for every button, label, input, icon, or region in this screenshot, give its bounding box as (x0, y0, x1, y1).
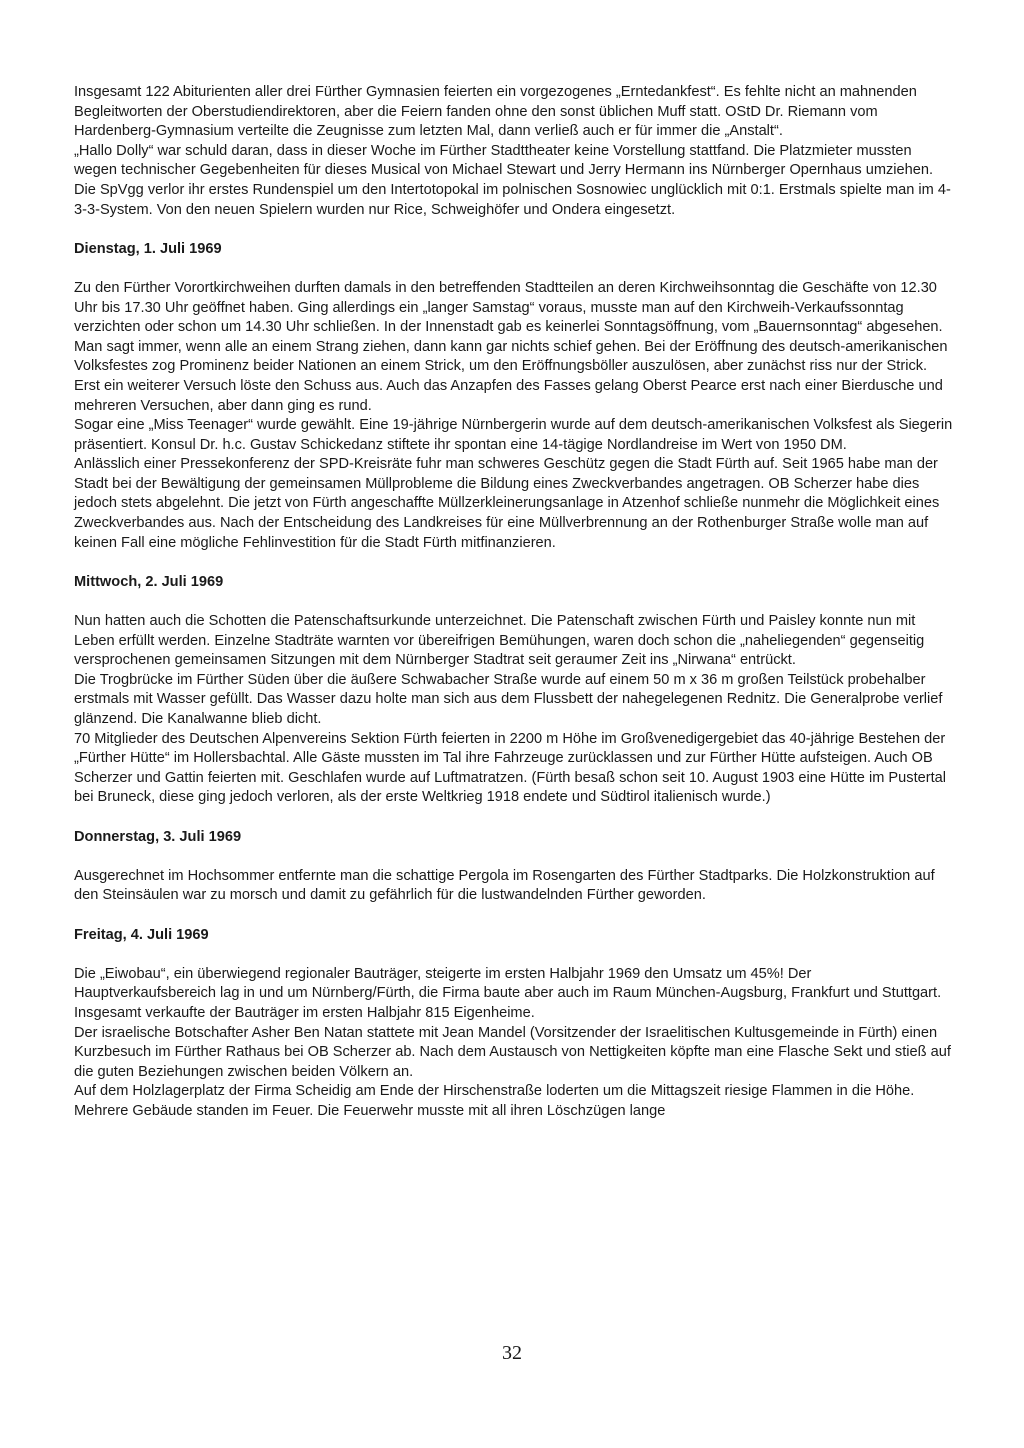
page-number: 32 (502, 1342, 522, 1364)
paragraph-trogbruecke: Die Trogbrücke im Fürther Süden über die äußere Schwabacher Straße wurde auf einem 50 m x 36 m großen Teilstück probehalber erstmals mit Wasser gefüllt. Das Wasser dazu holte man sich aus dem Flussbett der nahegelegenen Rednitz. Die Generalprobe verlief glänzend. Die Kanalwanne blieb dicht. (74, 671, 943, 727)
section-heading-freitag: Freitag, 4. Juli 1969 (74, 926, 209, 943)
section-heading-donnerstag: Donnerstag, 3. Juli 1969 (74, 828, 242, 845)
spacer (74, 553, 954, 573)
paragraph-alpenverein: 70 Mitglieder des Deutschen Alpenvereins Sektion Fürth feierten in 2200 m Höhe im Großvenedigergebiet das 40-jährige Bestehen der „Fürther Hütte“ im Hollersbachtal. Alle Gäste mussten im Tal ihre Fahrzeuge zurücklassen und zur Fürther Hütte aufsteigen. Auch OB Scherzer und Gattin feierten mit. Geschlafen wurde auf Luftmatratzen. (Fürth besaß schon seit 10. August 1903 eine Hütte im Pustertal bei Bruneck, diese ging jedoch verloren, als der erste Weltkrieg 1918 endete und Südtirol italienisch wurde.) (74, 730, 947, 806)
spacer (74, 847, 954, 867)
paragraph-miss-teenager: Sogar eine „Miss Teenager“ wurde gewählt. Eine 19-jährige Nürnbergerin wurde auf dem deutsch-amerikanischen Volksfest als Siegerin präsentiert. Konsul Dr. h.c. Gustav Schickedanz stiftete ihr spontan eine 14-tägige Nordlandreise im Wert von 1950 DM. (74, 417, 953, 453)
spacer (74, 259, 954, 279)
section-heading-dienstag: Dienstag, 1. Juli 1969 (74, 240, 222, 257)
document-body (74, 83, 954, 1121)
paragraph-hallo-dolly: „Hallo Dolly“ war schuld daran, dass in dieser Woche im Fürther Stadttheater keine Vorstellung stattfand. Die Platzmieter mussten wegen technischer Gegebenheiten für dieses Musical von Michael Stewart und Jerry Hermann ins Nürnberger Opernhaus umziehen. (74, 142, 934, 179)
paragraph-patenschaft: Nun hatten auch die Schotten die Patenschaftsurkunde unterzeichnet. Die Patenschaft zwischen Fürth und Paisley konnte nun mit Leben erfüllt werden. Einzelne Stadträte warnten vor übereifrigen Bemühungen, waren doch schon die „naheliegenden“ gegenseitig versprochenen gemeinsamen Sitzungen mit dem Nürnberger Stadtrat seit geraumer Zeit ins „Nirwana“ entrückt. (74, 613, 925, 669)
spacer (74, 945, 954, 965)
paragraph-volksfest: Man sagt immer, wenn alle an einem Strang ziehen, dann kann gar nichts schief gehen. Bei der Eröffnung des deutsch-amerikanischen Volksfestes zog Prominenz beider Nationen an einem Strick, um den Eröffnungsböller auszulösen, aber zunächst riss nur der Strick. Erst ein weiterer Versuch löste den Schuss aus. Auch das Anzapfen des Fasses gelang Oberst Pearce erst nach einer Bierdusche und mehreren Versuchen, aber dann ging es rund. (74, 338, 948, 414)
paragraph-abitur: Insgesamt 122 Abiturienten aller drei Fürther Gymnasien feierten ein vorgezogenes „Erntedankfest“. Es fehlte nicht an mahnenden Begleitworten der Oberstudiendirektoren, aber die Feiern fanden ohne den sonst üblichen Muff statt. OStD Dr. Riemann vom Hardenberg-Gymnasium verteilte die Zeugnisse zum letzten Mal, dann verließ auch er für immer die „Anstalt“. (74, 84, 917, 140)
spacer (74, 220, 954, 240)
paragraph-pergola: Ausgerechnet im Hochsommer entfernte man die schattige Pergola im Rosengarten des Fürther Stadtparks. Die Holzkonstruktion auf den Steinsäulen war zu morsch und damit zu gefährlich für die lustwandelnden Fürther geworden. (74, 867, 935, 904)
spacer (74, 592, 954, 612)
paragraph-botschafter: Der israelische Botschafter Asher Ben Natan stattete mit Jean Mandel (Vorsitzender der Israelitischen Kultusgemeinde in Fürth) einen Kurzbesuch im Fürther Rathaus bei OB Scherzer ab. Nach dem Austausch von Nettigkeiten köpfte man eine Flasche Sekt und stieß auf die guten Beziehungen zwischen beiden Völkern an. (74, 1024, 951, 1080)
paragraph-spvgg: Die SpVgg verlor ihr erstes Rundenspiel um den Intertotopokal im polnischen Sosnowiec unglücklich mit 0:1. Erstmals spielte man im 4-3-3-System. Von den neuen Spielern wurden nur Rice, Schweighöfer und Ondera eingesetzt. (74, 181, 951, 218)
paragraph-kirchweih: Zu den Fürther Vorortkirchweihen durften damals in den betreffenden Stadtteilen an deren Kirchweihsonntag die Geschäfte von 12.30 Uhr bis 17.30 Uhr geöffnet haben. Ging allerdings ein „langer Samstag“ voraus, musste man auf den Kirchweih-Verkaufssonntag verzichten oder schon um 14.30 Uhr schließen. In der Innenstadt gab es keinerlei Sonntagsöffnung, vom „Bauernsonntag“ abgesehen. (74, 279, 943, 336)
paragraph-holzlagerplatz: Auf dem Holzlagerplatz der Firma Scheidig am Ende der Hirschenstraße loderten um die Mittagszeit riesige Flammen in die Höhe. Mehrere Gebäude standen im Feuer. Die Feuerwehr musste mit all ihren Löschzügen lange (74, 1083, 915, 1119)
spacer (74, 906, 954, 926)
paragraph-pressekonferenz: Anlässlich einer Pressekonferenz der SPD-Kreisräte fuhr man schweres Geschütz gegen die Stadt Fürth auf. Seit 1965 habe man der Stadt bei der Bewältigung der gemeinsamen Müllprobleme die Bildung eines Zweckverbandes angetragen. OB Scherzer habe dies jedoch stets abgelehnt. Die jetzt von Fürth angeschaffte Müllzerkleinerungsanlage in Atzenhof schließe nunmehr die Möglichkeit eines Zweckverbandes aus. Nach der Entscheidung des Landkreises für eine Müllverbrennung an der Rothenburger Straße wolle man auf keinen Fall eine mögliche Fehlinvestition für die Stadt Fürth mitfinanzieren. (74, 456, 940, 551)
spacer (74, 808, 954, 828)
section-heading-mittwoch: Mittwoch, 2. Juli 1969 (74, 573, 224, 590)
paragraph-eiwobau: Die „Eiwobau“, ein überwiegend regionaler Bauträger, steigerte im ersten Halbjahr 1969 den Umsatz um 45%! Der Hauptverkaufsbereich lag in und um Nürnberg/Fürth, die Firma baute aber auch im Raum München-Augsburg, Frankfurt und Stuttgart. Insgesamt verkaufte der Bauträger im ersten Halbjahr 815 Eigenheime. (74, 965, 942, 1021)
